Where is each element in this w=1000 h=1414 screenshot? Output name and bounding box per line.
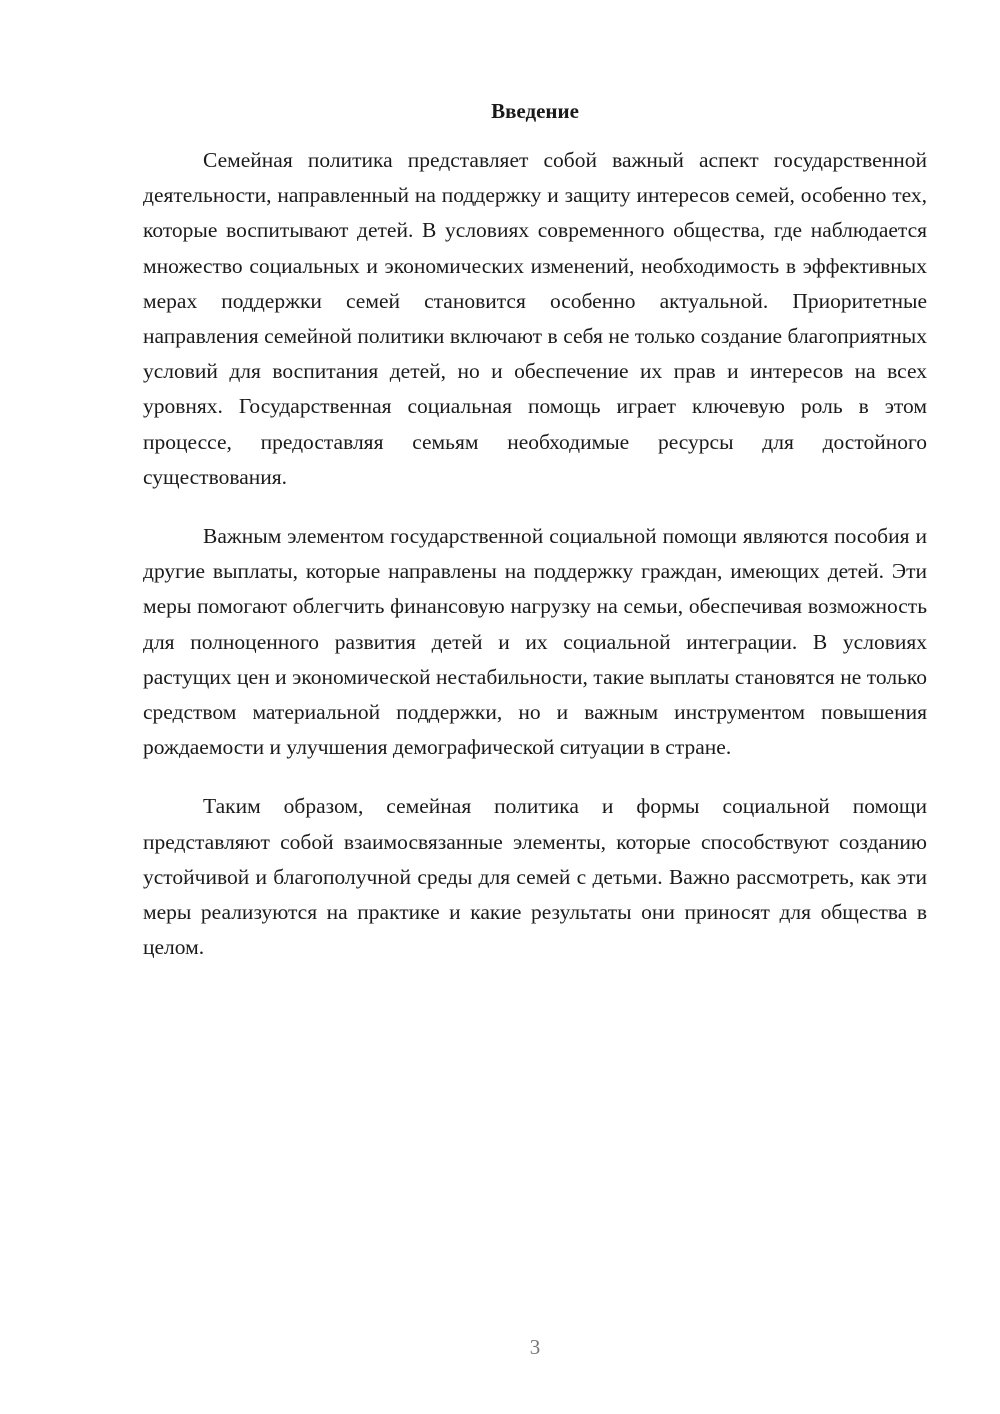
body-text — [143, 143, 927, 965]
paragraph-1: Семейная политика представляет собой важный аспект государственной деятельности, направленный на поддержку и защиту интересов семей, особенно тех, которые воспитывают детей. В условиях современного общества, где наблюдается множество социальных и экономических изменений, необходимость в эффективных мерах поддержки семей становится особенно актуальной. Приоритетные направления семейной политики включают в себя не только создание благоприятных условий для воспитания детей, но и обеспечение их прав и интересов на всех уровнях. Государственная социальная помощь играет ключевую роль в этом процессе, предоставляя семьям необходимые ресурсы для достойного существования. — [143, 148, 927, 489]
paragraph-3: Таким образом, семейная политика и формы социальной помощи представляют собой взаимосвязанные элементы, которые способствуют созданию устойчивой и благополучной среды для семей с детьми. Важно рассмотреть, как эти меры реализуются на практике и какие результаты они приносят для общества в целом. — [143, 794, 927, 960]
page-number: 3 — [529, 1335, 541, 1359]
section-heading: Введение — [491, 99, 579, 123]
paragraph-2: Важным элементом государственной социальной помощи являются пособия и другие выплаты, которые направлены на поддержку граждан, имеющих детей. Эти меры помогают облегчить финансовую нагрузку на семьи, обеспечивая возможность для полноценного развития детей и их социальной интеграции. В условиях растущих цен и экономической нестабильности, такие выплаты становятся не только средством материальной поддержки, но и важным инструментом повышения рождаемости и улучшения демографической ситуации в стране. — [143, 524, 927, 760]
